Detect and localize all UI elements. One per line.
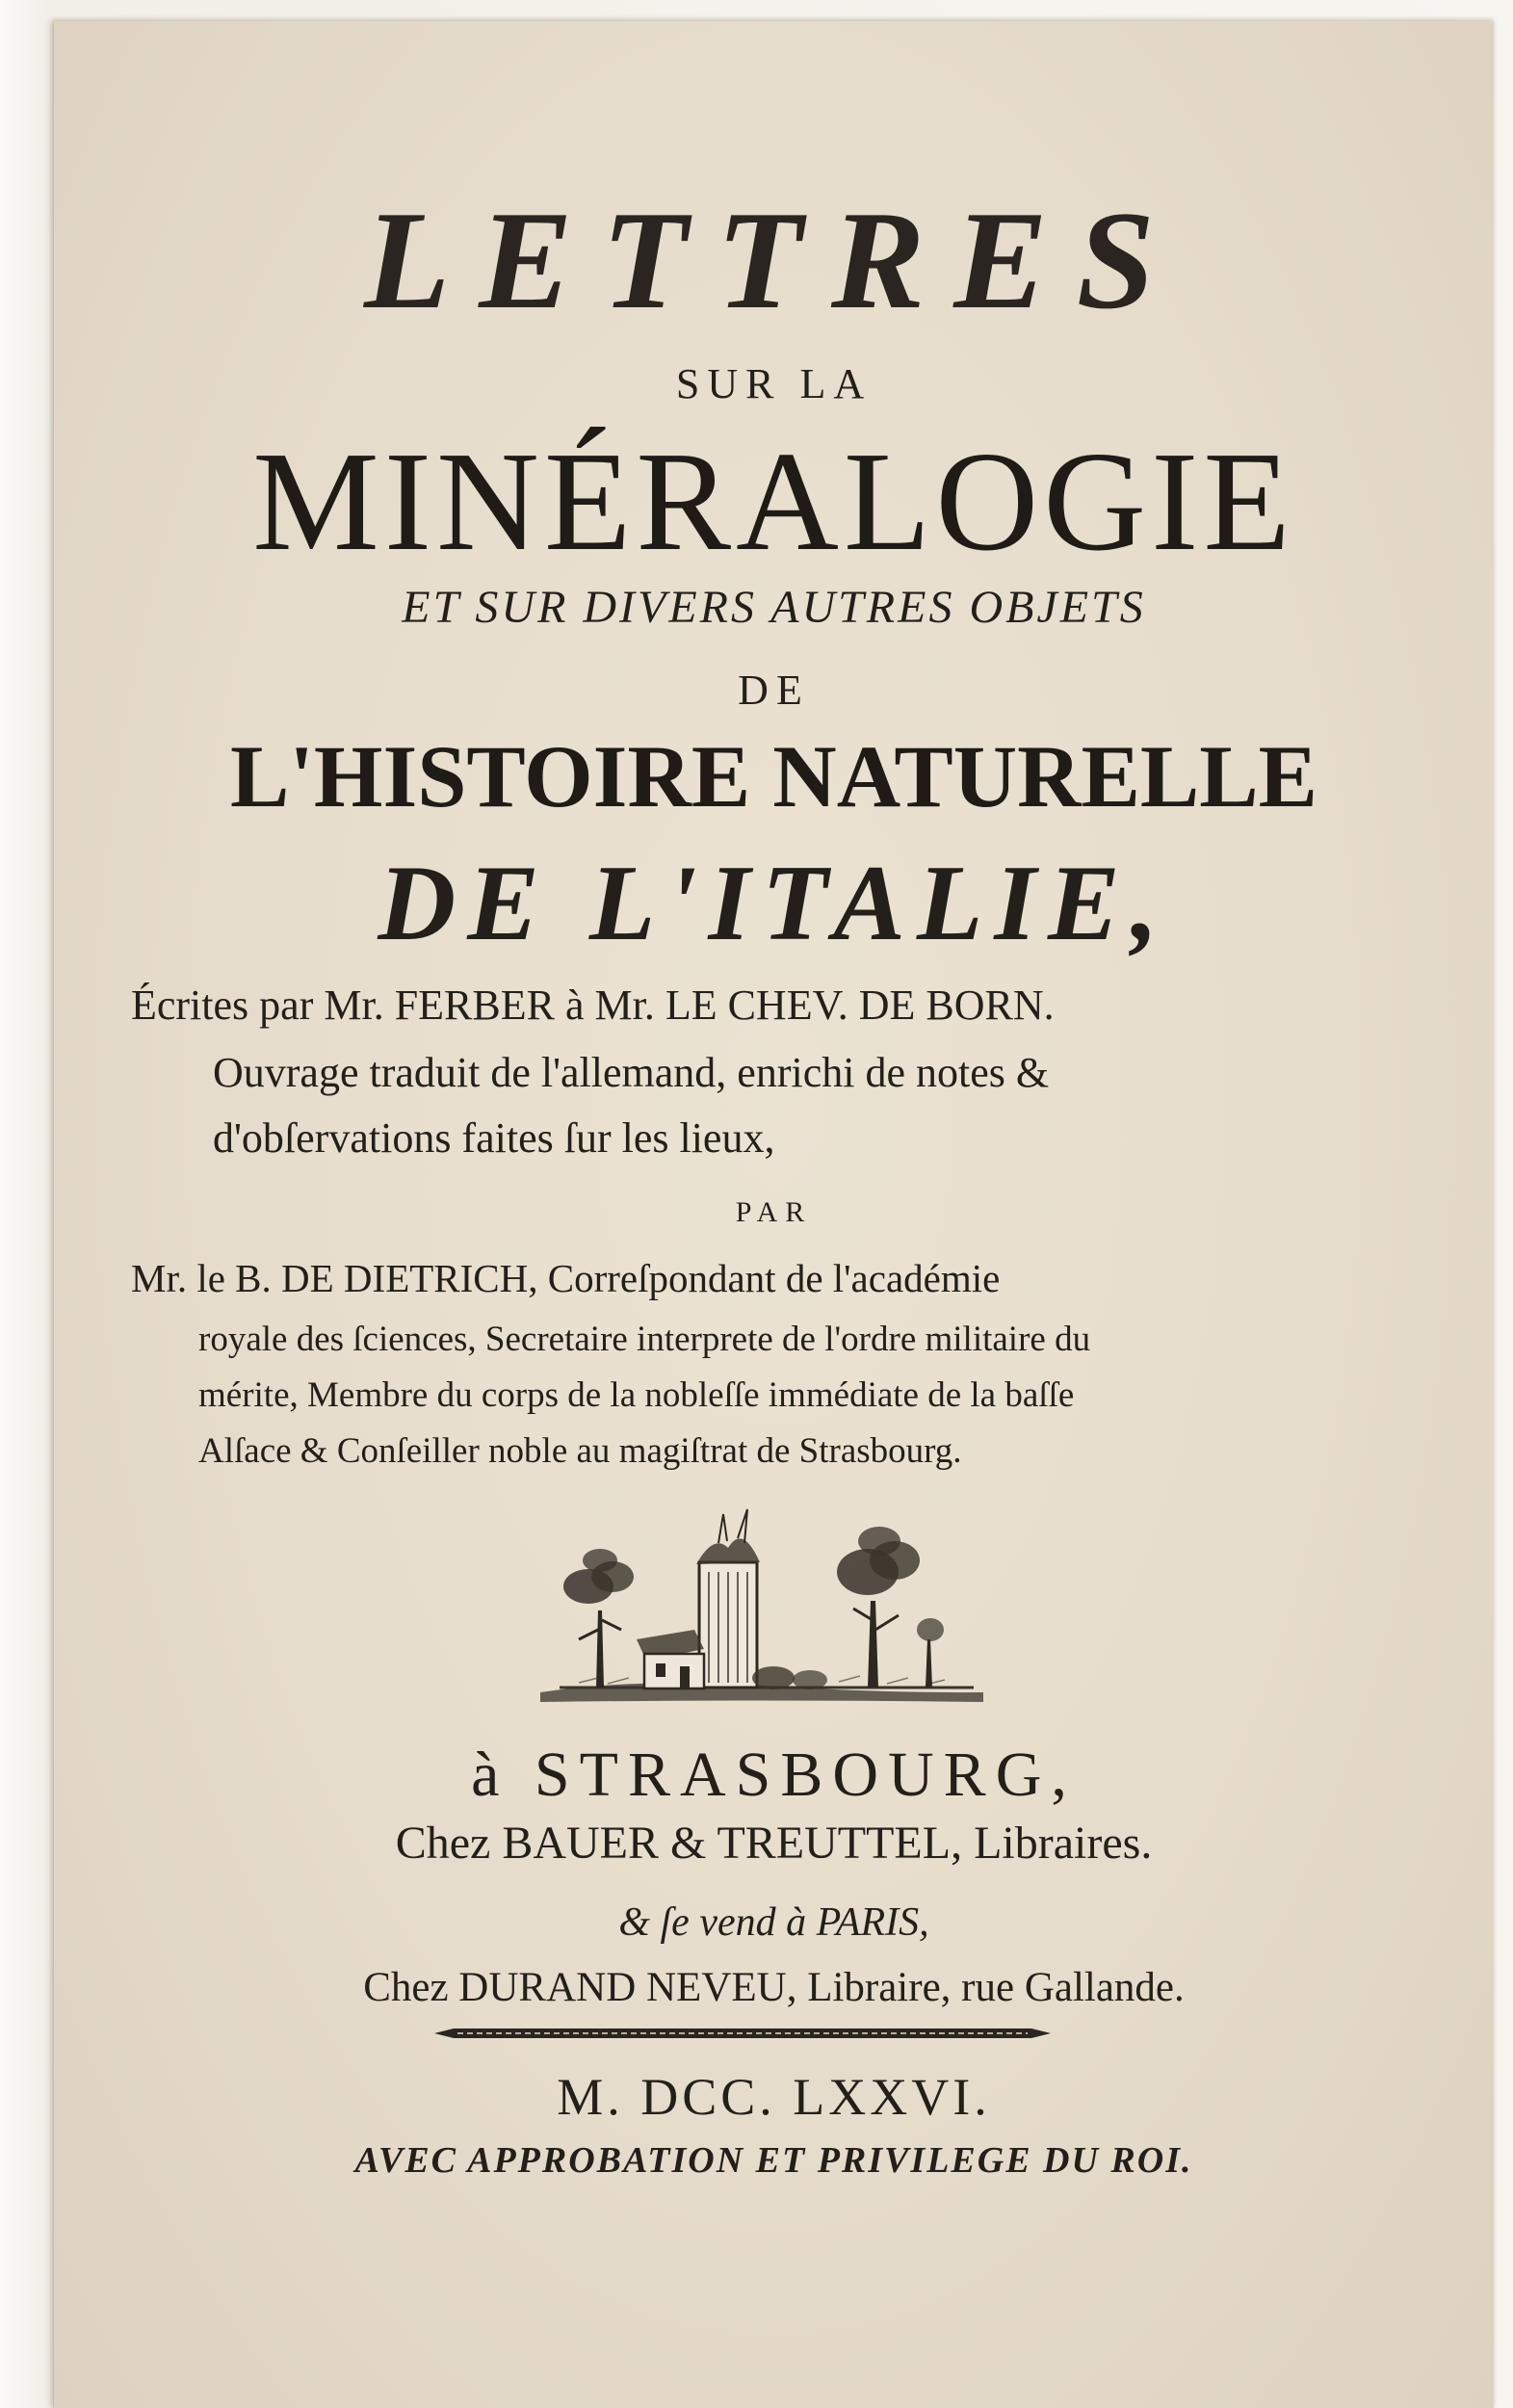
ornamental-rule-icon xyxy=(434,2028,1051,2039)
subtitle-sur-la: SUR LA xyxy=(675,360,873,407)
imprint-city: à STRASBOURG, xyxy=(471,1740,1077,1810)
subtitle-de: DE xyxy=(738,667,810,714)
translator-title-line-3: Alſace & Conſeiller noble au magiſtrat de Strasbourg. xyxy=(198,1431,962,1471)
paris-bookseller-line: Chez DURAND NEVEU, Libraire, rue Gallande. xyxy=(363,1965,1185,2010)
landscape-vignette-icon xyxy=(521,1495,1003,1716)
authors-line: Écrites par Mr. FERBER à Mr. LE CHEV. DE BORN. xyxy=(131,982,1055,1029)
title-mineralogie: MINÉRALOGIE xyxy=(252,423,1295,581)
title-lettres: LETTRES xyxy=(364,182,1184,338)
observations-line: d'obſervations faites ſur les lieux, xyxy=(213,1114,775,1162)
translation-note-line: Ouvrage traduit de l'allemand, enrichi de notes & xyxy=(213,1049,1050,1096)
title-histoire-naturelle: L'HISTOIRE NATURELLE xyxy=(229,727,1318,825)
translator-title-line-2: mérite, Membre du corps de la nobleſſe immédiate de la baſſe xyxy=(198,1375,1075,1415)
par-label: PAR xyxy=(735,1196,813,1228)
publisher-line: Chez BAUER & TREUTTEL, Libraires. xyxy=(395,1818,1153,1869)
title-page xyxy=(53,21,1494,2408)
translator-title-line-1: royale des ſciences, Secretaire interprete de l'ordre militaire du xyxy=(198,1320,1091,1359)
publication-date: M. DCC. LXXVI. xyxy=(557,2068,991,2126)
privilege-line: AVEC APPROBATION ET PRIVILEGE DU ROI. xyxy=(354,2140,1193,2181)
title-de-l-italie: DE L'ITALIE, xyxy=(378,844,1170,963)
translator-line: Mr. le B. DE DIETRICH, Correſpondant de l'académie xyxy=(131,1256,1001,1300)
sold-at-line: & ſe vend à PARIS, xyxy=(618,1900,929,1945)
subtitle-et-sur-divers: ET SUR DIVERS AUTRES OBJETS xyxy=(402,582,1146,633)
